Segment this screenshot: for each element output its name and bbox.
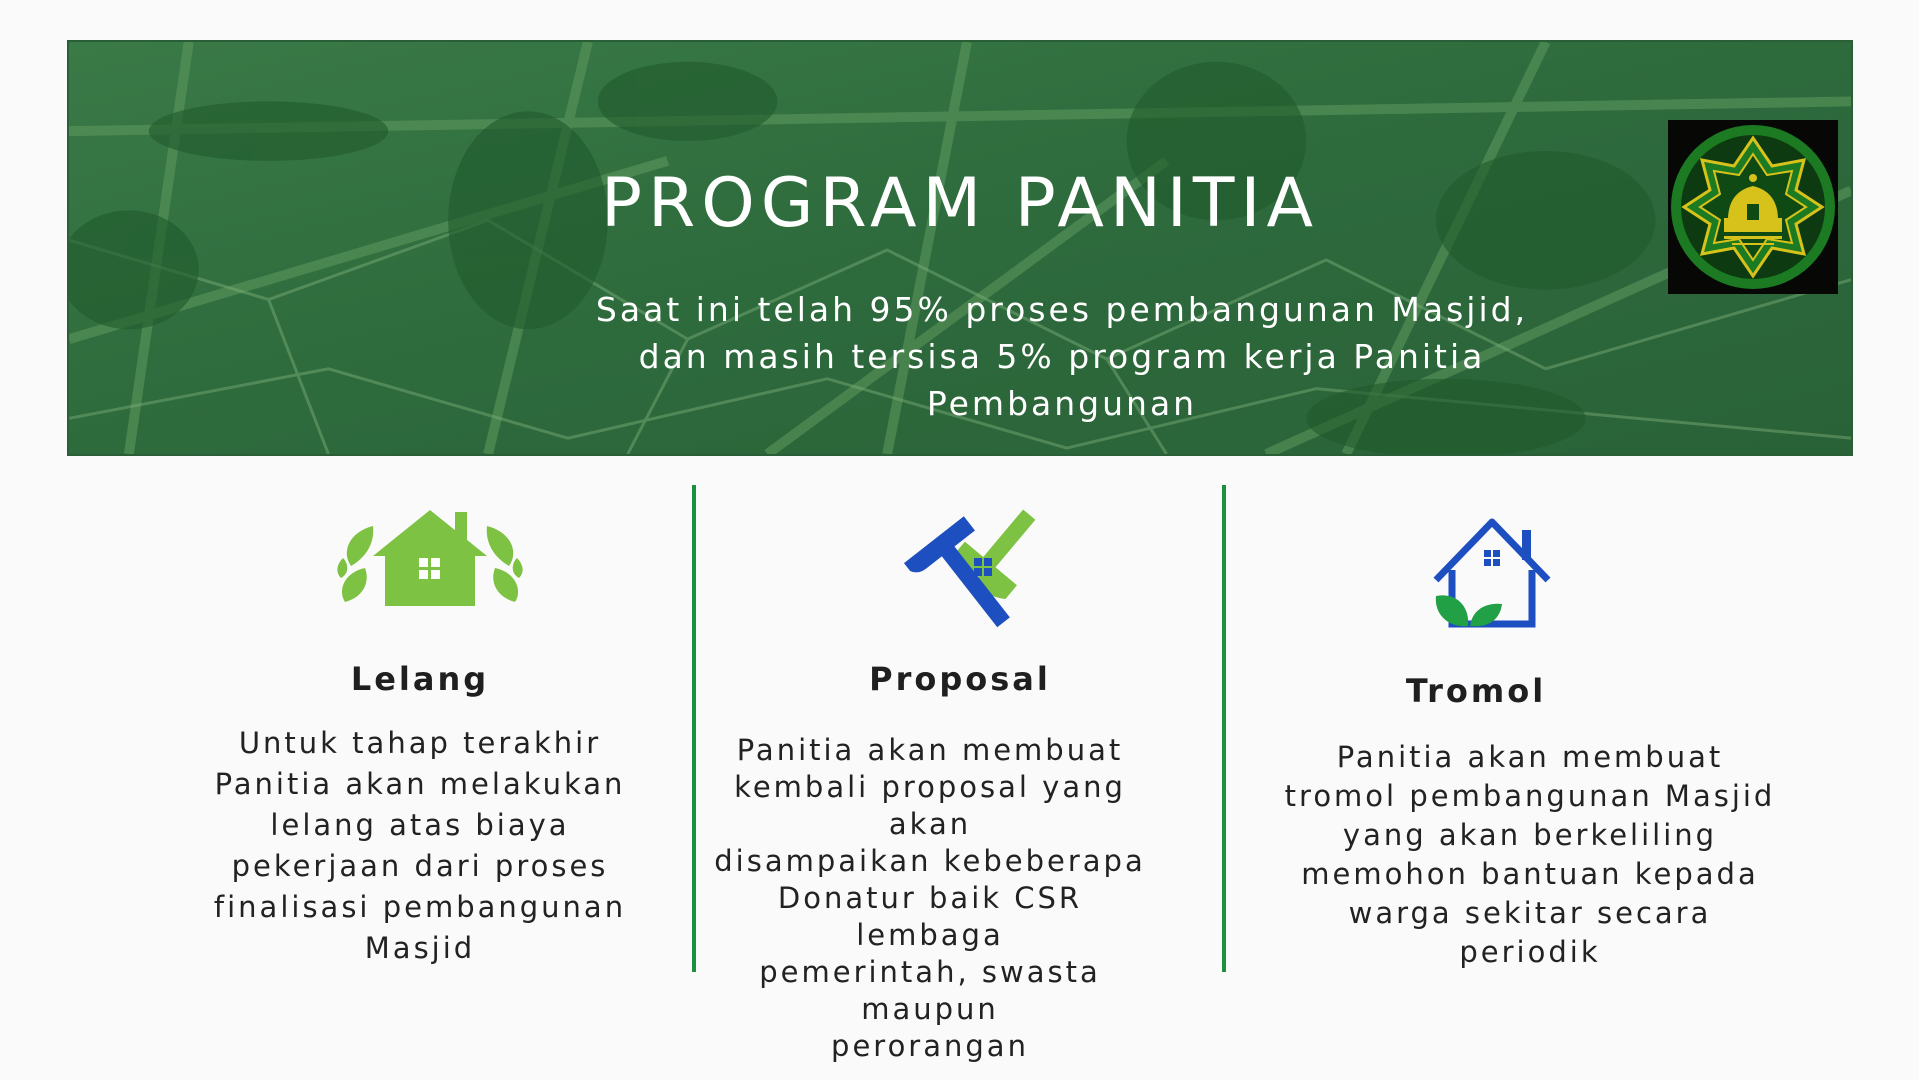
blue-house-leaf-icon (1430, 514, 1554, 632)
program-description (1270, 738, 1790, 972)
program-description (200, 723, 640, 969)
banner-subtitle (499, 286, 1625, 427)
column-divider (1222, 485, 1226, 972)
mosque-logo (1668, 120, 1838, 294)
banner (67, 40, 1853, 456)
subtitle-line: dan masih tersisa 5% program kerja Panitia (638, 337, 1486, 376)
hammer-house-icon (902, 504, 1058, 634)
description-line: kembali proposal yang akan (734, 770, 1126, 841)
description-line: Untuk tahap terakhir (238, 726, 602, 760)
description-line: pemerintah, swasta maupun (759, 955, 1101, 1026)
description-line: yang akan berkeliling (1342, 818, 1718, 852)
description-line: Panitia akan membuat (736, 733, 1124, 767)
description-line: disampaikan kebeberapa (714, 844, 1146, 878)
page-title: PROGRAM PANITIA (601, 164, 1319, 243)
description-line: warga sekitar secara (1348, 896, 1712, 930)
description-line: lelang atas biaya (270, 808, 570, 842)
description-line: perorangan (831, 1029, 1029, 1063)
description-line: pekerjaan dari proses (231, 849, 609, 883)
subtitle-line: Saat ini telah 95% proses pembangunan Masjid, (595, 290, 1529, 329)
column-divider (692, 485, 696, 972)
program-heading: Proposal (869, 660, 1051, 698)
description-line: Donatur baik CSR lembaga (777, 881, 1083, 952)
green-house-leaves-icon (335, 506, 525, 611)
program-heading: Lelang (350, 660, 490, 698)
subtitle-line: Pembangunan (926, 384, 1198, 423)
mosque-emblem-icon (1668, 120, 1838, 294)
program-description (700, 732, 1160, 1065)
description-line: Panitia akan membuat (1336, 740, 1724, 774)
description-line: periodik (1459, 935, 1601, 969)
description-line: finalisasi pembangunan (213, 890, 627, 924)
description-line: tromol pembangunan Masjid (1284, 779, 1776, 813)
description-line: Panitia akan melakukan (214, 767, 626, 801)
description-line: memohon bantuan kepada (1301, 857, 1759, 891)
description-line: Masjid (364, 931, 476, 965)
program-heading: Tromol (1405, 672, 1547, 710)
